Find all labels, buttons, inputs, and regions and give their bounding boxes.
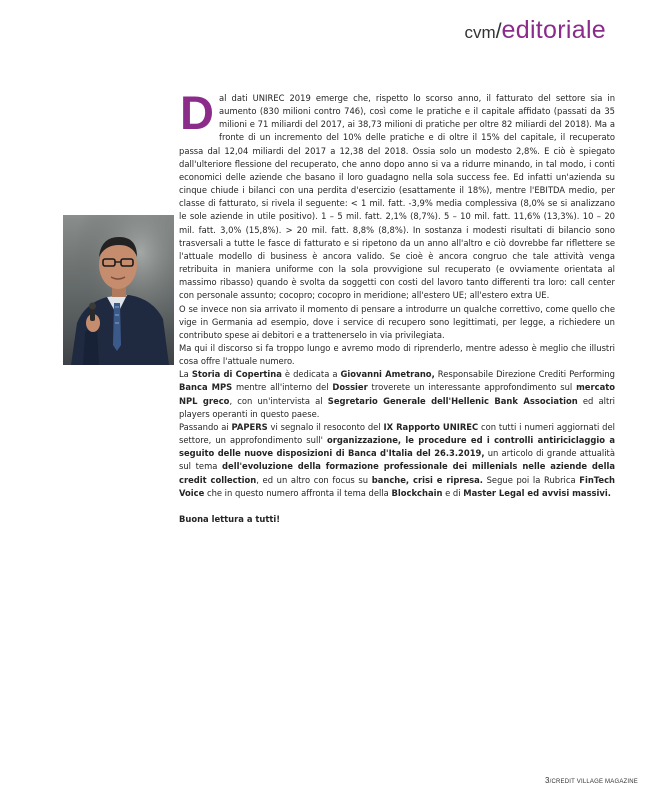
bold-run: Blockchain: [391, 487, 443, 498]
publication-name: /CREDIT VILLAGE MAGAZINE: [549, 779, 638, 785]
paragraph-1: al dati UNIREC 2019 emerge che, rispetto lo scorso anno, il fatturato del settore sia in aumento (830 milioni contro 746), così come le pratiche e il capitale affidato (passati da 35 milioni e 71 miliardi del 2017, ai 38,73 milioni di pratiche per oltre 82 miliardi del 2018). Ma a fronte di un incremento del 10% delle pratiche e di oltre il 15% del capitale, il recuperato passa dal 12,04 miliardi del 2017 a 12,38 del 2018. Ossia solo un modesto 2,8%. E ciò è spiegato dall'ulteriore flessione del recuperato, che anno dopo anno si va a ridurre minando, in tal modo, i conti economici delle aziende che basano il loro guadagno nella sola success fee. Ed infatti un'azienda su cinque chiude i bilanci con una perdita d'esercizio (esattamente il 18%), mentre l'EBITDA medio, per classe di fatturato, si rivela il seguente: < 1 mil. fatt. -3,9% media complessiva (8,0% se si analizzano le sole aziende in utile positivo). 1 – 5 mil. fatt. 2,1% (8,7%). 5 – 10 mil. fatt. 11,6% (13,3%). 10 – 20 mil. fatt. 3,0% (15,8%). > 20 mil. fatt. 8,8% (8,8%). In sostanza i modesti risultati di bilancio sono trasversali a tutte le fasce di fatturato e si ripetono da un anno all'altro e ciò dovrebbe far riflettere se l'attuale modello di business è ancora valido. Se cioè è ancora congruo che tale attività venga retribuita in maniera uniforme con la sola provvigione sul recuperato (e ovviamente orientata al massimo ribasso) quando è svolta da soggetti con costi del lavoro tanto differenti tra loro: call center con personale assunto; cocopro; cocopro in meridione; all'estero UE; all'estero extra UE.: [179, 93, 615, 301]
text-run: mentre all'interno del: [232, 382, 333, 393]
text-run: , con un'intervista al: [229, 395, 328, 406]
text-run: che in questo numero affronta il tema della: [204, 487, 392, 498]
header-slash: /: [495, 20, 502, 43]
text-run: vi segnalo il resoconto del: [267, 421, 384, 432]
text-run: e di: [442, 487, 464, 498]
closing-line: [179, 513, 615, 526]
bold-run: organizzazione, le procedure ed i controlli antiriciclaggio a seguito delle nuove disposizioni di Banca d'Italia del 26.3.2019,: [179, 435, 615, 459]
text-run: Segue poi la Rubrica: [482, 474, 580, 485]
page-footer: [545, 776, 638, 785]
drop-cap: D: [180, 86, 214, 139]
brand-name: cvm: [464, 23, 496, 42]
text-run: con tutti i numeri aggiornati del settore, un approfondimento sull': [179, 421, 615, 446]
paragraph-5: [179, 421, 615, 500]
paragraph-spacer: [179, 500, 615, 513]
page-number: 3: [544, 776, 550, 785]
text-run: Responsabile Direzione Crediti Performing: [434, 369, 615, 380]
closing-text: Buona lettura a tutti!: [179, 513, 281, 524]
bold-run: Banca MPS: [179, 382, 233, 393]
text-run: è dedicata a: [281, 369, 341, 380]
text-run: , ed un altro con focus su: [256, 474, 372, 485]
text-run: un articolo di grande attualità sul tema: [179, 448, 615, 472]
paragraph-4: [179, 368, 615, 421]
bold-run: Segretario Generale dell'Hellenic Bank Association: [327, 395, 578, 406]
editorial-column: [179, 86, 615, 526]
bold-run: Giovanni Ametrano,: [340, 369, 435, 380]
magazine-header: [465, 16, 606, 45]
bold-run: mercato NPL greco: [179, 382, 615, 406]
bold-run: dell'evoluzione della formazione professionale dei millenials nelle aziende della credit collection: [179, 461, 615, 485]
bold-run: Dossier: [332, 382, 368, 393]
paragraph-3: Ma qui il discorso si fa troppo lungo e avremo modo di riprenderlo, mentre adesso è meglio che illustri cosa offre l'attuale numero.: [179, 342, 615, 367]
paragraph-2: O se invece non sia arrivato il momento di pensare a introdurre un qualche correttivo, come quello che vige in Germania ad esempio, dove i service di recupero sono legittimati, per legge, a richiedere un contributo spese ai debitori e a trattenerselo in via privilegiata.: [179, 303, 615, 340]
bold-run: FinTech Voice: [179, 474, 615, 498]
bold-run: PAPERS: [231, 421, 268, 432]
text-run: ed altri players operanti in questo paese.: [179, 395, 615, 419]
text-run: La: [179, 369, 192, 380]
bold-run: Master Legal ed avvisi massivi.: [463, 487, 611, 498]
text-run: troverete un interessante approfondimento sul: [367, 382, 577, 393]
bold-run: Storia di Copertina: [191, 369, 282, 380]
section-title: editoriale: [501, 16, 606, 44]
bold-run: banche, crisi e ripresa.: [371, 474, 483, 485]
text-run: Passando ai: [179, 421, 232, 432]
bold-run: IX Rapporto UNIREC: [383, 421, 479, 432]
author-photo: [63, 215, 174, 365]
